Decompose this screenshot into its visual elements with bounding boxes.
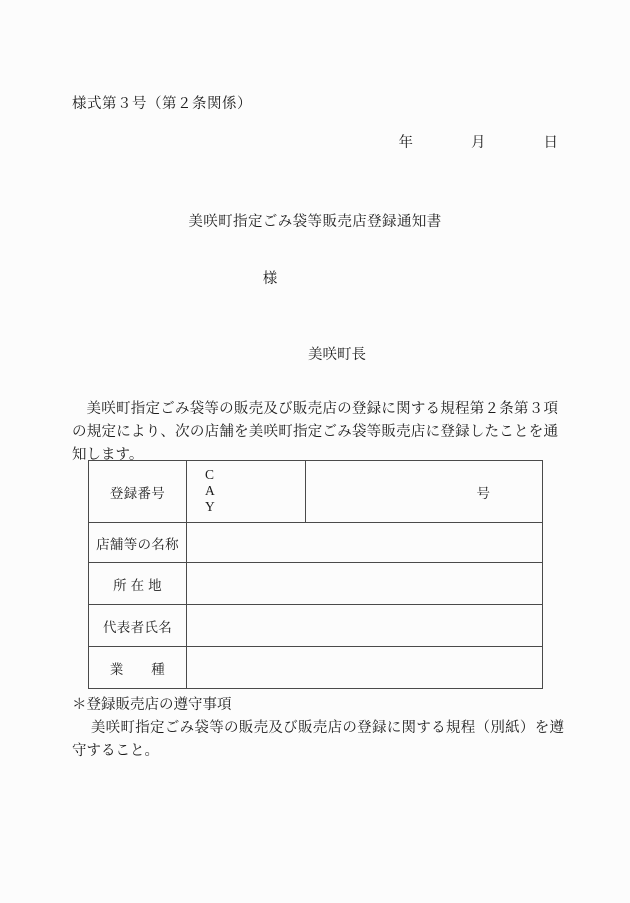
prefix-letter-c: C (205, 467, 215, 482)
location-value-cell[interactable] (187, 563, 543, 605)
date-line: 年 月 日 (398, 135, 558, 151)
footnote-block (72, 694, 564, 763)
table-row (89, 461, 543, 523)
body-paragraph: 美咲町指定ごみ袋等の販売及び販売店の登録に関する規程第２条第３項の規定により、次の店舗を美咲町指定ごみ袋等販売店に登録したことを通知します。 (72, 401, 558, 463)
document-title: 美咲町指定ごみ袋等販売店登録通知書 (188, 214, 442, 230)
row-label-registration-number: 登録番号 (89, 461, 187, 523)
table-row (89, 523, 543, 563)
registration-number-prefix-cell (187, 461, 306, 523)
representative-name-value-cell[interactable] (187, 605, 543, 647)
registration-table (88, 460, 543, 689)
row-label-business-type: 業 種 (89, 647, 187, 689)
footnote-text: 美咲町指定ごみ袋等の販売及び販売店の登録に関する規程（別紙）を遵守すること。 (72, 720, 564, 759)
table-row (89, 647, 543, 689)
store-name-value-cell[interactable] (187, 523, 543, 563)
business-type-value-cell[interactable] (187, 647, 543, 689)
addressee-honorific: 様 (262, 271, 278, 287)
row-label-location: 所 在 地 (89, 563, 187, 605)
footnote-heading: ＊登録販売店の遵守事項 (72, 697, 232, 713)
issuer-name: 美咲町長 (308, 347, 366, 363)
row-label-representative-name: 代表者氏名 (89, 605, 187, 647)
row-label-store-name: 店舗等の名称 (89, 523, 187, 563)
prefix-letter-y: Y (205, 499, 215, 514)
registration-number-value-cell[interactable]: 号 (306, 461, 543, 523)
table-row (89, 605, 543, 647)
table-row (89, 563, 543, 605)
prefix-letter-a: A (205, 483, 215, 498)
form-number: 様式第３号（第２条関係） (72, 96, 252, 112)
